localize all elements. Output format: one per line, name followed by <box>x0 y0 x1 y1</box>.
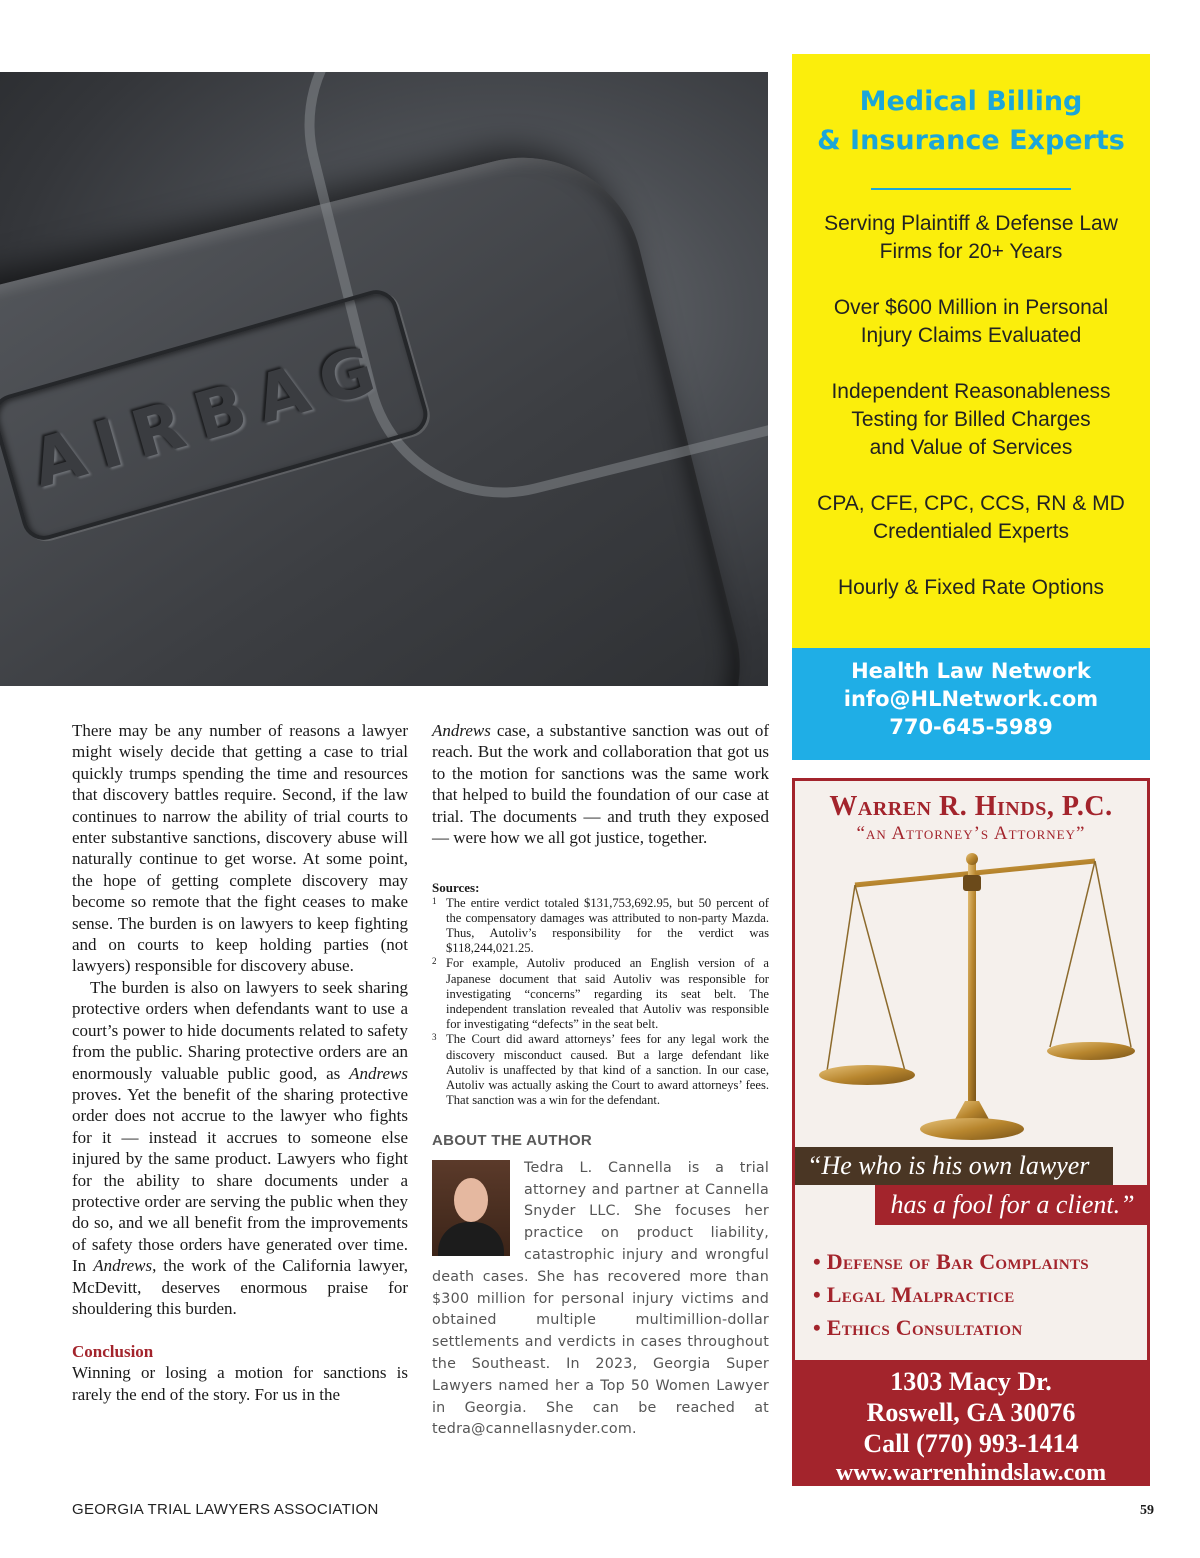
firm-contact <box>795 1360 1147 1486</box>
contact-email-link[interactable]: info@HLNetwork.com <box>843 687 1099 711</box>
warren-hinds-ad[interactable] <box>792 778 1150 1486</box>
airbag-emblem-text: AIRBAG <box>23 327 397 503</box>
ad-line: Testing for Billed Charges <box>851 408 1091 431</box>
ad-block <box>792 210 1150 266</box>
ad-line: Serving Plaintiff & Defense Law <box>824 212 1118 235</box>
airbag-photo <box>0 72 768 686</box>
ad-title-line: Medical Billing <box>859 86 1083 117</box>
article-paragraph: Winning or losing a motion for sanctions is rarely the end of the story. For us in the <box>72 1363 408 1404</box>
article-paragraph: There may be any number of reasons a lawyer might wisely decide that getting a case to trial quickly trumps spending the time and resources that discovery battles require. Second, if the law continues to narrow the ability of trial courts to enter substantive sanctions, discovery abuse will naturally continue to get worse. At some point, the hope of getting complete discovery may become so remote that the fight ceases to make sense. The burden is on lawyers to keep fighting and on courts to keep holding parties (not lawyers) responsible for discovery abuse. <box>72 721 408 976</box>
ad-line: and Value of Services <box>869 436 1073 459</box>
page-number: 59 <box>1140 1503 1154 1518</box>
services-list <box>813 1245 1143 1344</box>
article-column-middle <box>432 720 769 1441</box>
firm-name: Warren R. Hinds, P.C. <box>829 791 1113 822</box>
service-item: • Ethics Consultation <box>813 1315 1023 1340</box>
contact-company: Health Law Network <box>851 659 1091 683</box>
author-photo <box>432 1160 510 1256</box>
contact-phone-link[interactable]: 770-645-5989 <box>889 715 1053 739</box>
sources-heading: Sources: <box>432 880 480 896</box>
firm-website-link[interactable]: www.warrenhindslaw.com <box>835 1460 1107 1486</box>
firm-phone-link[interactable]: Call (770) 993-1414 <box>863 1429 1079 1458</box>
ad-line: Hourly & Fixed Rate Options <box>837 576 1105 599</box>
ad-block <box>792 378 1150 462</box>
ad-line: Credentialed Experts <box>872 520 1070 543</box>
publication-footer: GEORGIA TRIAL LAWYERS ASSOCIATION <box>72 1501 379 1518</box>
ad-line: CPA, CFE, CPC, CCS, RN & MD <box>817 492 1125 515</box>
article-column-left <box>72 720 408 1405</box>
source-note: 1 The entire verdict totaled $131,753,692.95, but 50 percent of the compensatory damages was attributed to non-party Mazda. Thus, Autoliv’s responsibility for the verdict was $118,244,021.25. <box>432 895 769 956</box>
ad-block <box>792 574 1150 602</box>
ad-divider <box>871 188 1071 190</box>
article-paragraph: Andrews case, a substantive sanction was out of reach. But the work and collaboration that got us to the motion for sanctions was the same work that helped to build the foundation of our case at trial. The documents — and truth they exposed — were how we all got justice, together. <box>432 721 769 848</box>
service-item: • Legal Malpractice <box>813 1282 1015 1307</box>
quote-line-2: has a fool for a client.” <box>875 1185 1150 1225</box>
author-bio <box>432 1158 769 1441</box>
ad-block <box>792 294 1150 350</box>
author-bio-text: Tedra L. Cannella is a trial attorney and partner at Cannella Snyder LLC. She focuses her practice on product liability, catastrophic injury and wrongful death cases. She has recovered more than $300 million for personal injury victims and obtained multiple multimillion-dollar settlements and verdicts in cases throughout the Southeast. In 2023, Georgia Super Lawyers named her a Top 50 Women Lawyer in Georgia. She can be reached at tedra@cannellasnyder.com. <box>432 1159 769 1438</box>
about-author-heading: ABOUT THE AUTHOR <box>432 1132 593 1150</box>
ad-line: Injury Claims Evaluated <box>860 324 1082 347</box>
ad-line: Firms for 20+ Years <box>879 240 1063 263</box>
service-item: • Defense of Bar Complaints <box>813 1249 1089 1274</box>
source-note: 3 The Court did award attorneys’ fees for any legal work the discovery misconduct caused. But a large defendant like Autoliv is unaffected by that kind of a sanction. In our case, Autoliv was actually asking the Court to award attorneys’ fees. That sanction was a win for the defendant. <box>432 1032 769 1108</box>
sources-section <box>432 880 769 1108</box>
source-note: 2 For example, Autoliv produced an English version of a Japanese document that said Autoliv was responsible for investigating “concerns” regarding its seat belt. The independent translation revealed that Autoliv was responsible for investigating “defects” in the seat belt. <box>432 956 769 1032</box>
article-paragraph: The burden is also on lawyers to seek sharing protective orders when defendants want to use a court’s power to hide documents related to safety from the public. Sharing protective orders are an enormously valuable public good, as Andrews proves. Yet the benefit of the sharing protective order does not accrue to the lawyer who fights for it — instead it accrues to someone else injured by the same product. Lawyers who fight for the ability to share documents under a protective order are serving the public when they do so, and we all benefit from the improvements of safety those orders have generated over time. In Andrews, the work of the California lawyer, McDevitt, deserves enormous praise for shouldering this burden. <box>72 977 408 1318</box>
ad-title <box>792 82 1150 160</box>
medical-billing-ad[interactable] <box>792 54 1150 648</box>
ad-title-line: & Insurance Experts <box>817 125 1125 156</box>
address-street: 1303 Macy Dr. <box>890 1367 1052 1396</box>
health-law-network-contact[interactable] <box>792 648 1150 760</box>
scales-of-justice-icon <box>815 853 1135 1143</box>
ad-line: Over $600 Million in Personal <box>833 296 1109 319</box>
quote-line-1: “He who is his own lawyer <box>795 1147 1113 1185</box>
address-city: Roswell, GA 30076 <box>866 1398 1076 1427</box>
ad-block <box>792 490 1150 546</box>
firm-tagline: “an Attorney’s Attorney” <box>856 823 1086 844</box>
ad-line: Independent Reasonableness <box>831 380 1111 403</box>
conclusion-heading: Conclusion <box>72 1342 154 1362</box>
